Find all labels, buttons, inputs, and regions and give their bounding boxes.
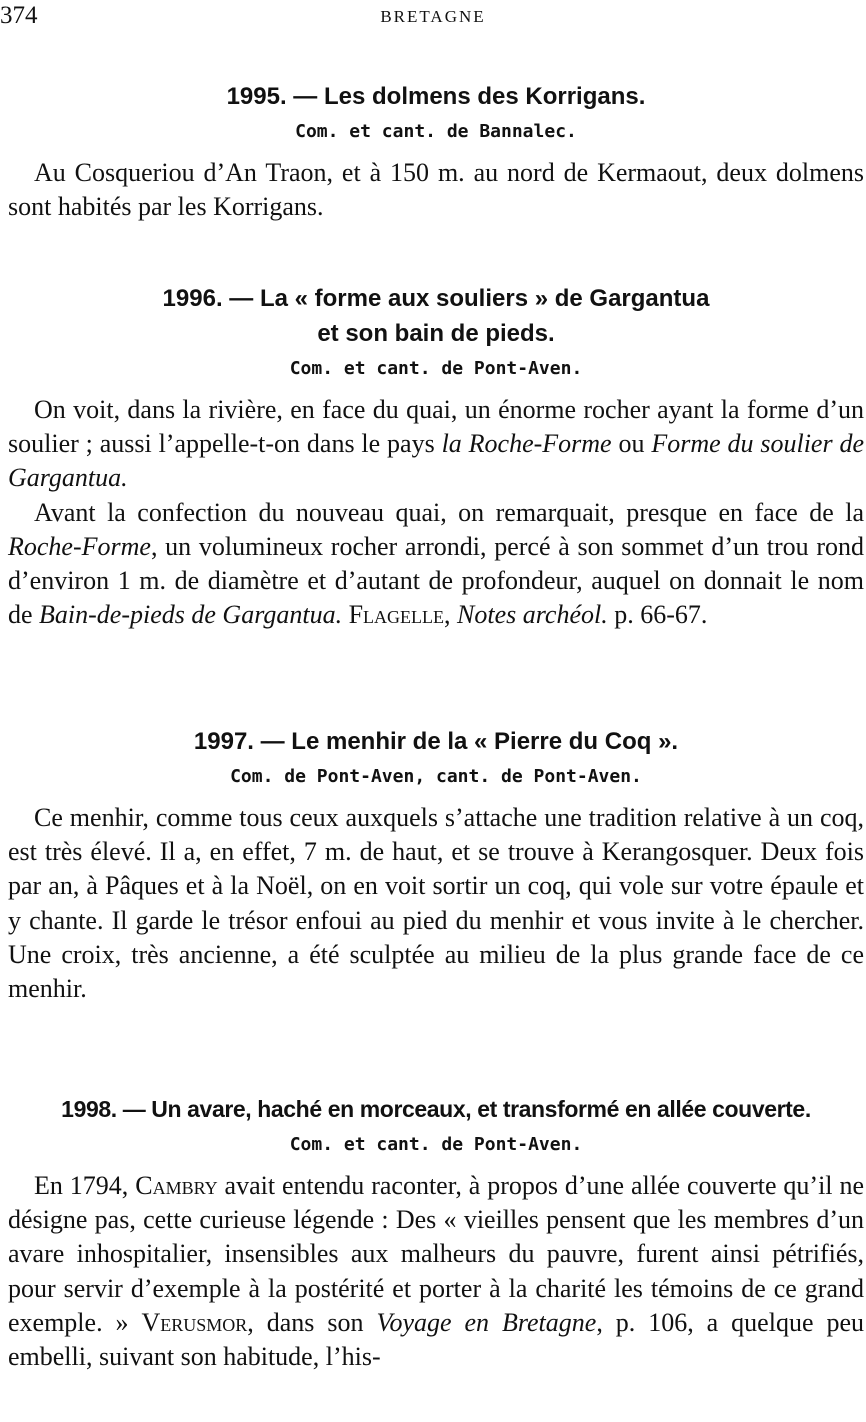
entry-heading: 1997. — Le menhir de la « Pierre du Coq ». [193, 728, 679, 755]
entry-heading: 1998. — Un avare, haché en morceaux, et transformé en allée couverte. [61, 1096, 811, 1122]
text-run: p. 66-67. [607, 600, 708, 630]
text-run: , p. 106, a quelque peu embelli, suivant son habitude, l’his- [8, 1307, 864, 1372]
text-run: , un volumineux rocher arrondi, percé à son sommet d’un trou rond d’environ 1 m. de diamètre et d’autant de profondeur, auquel on donnait le nom de [8, 531, 864, 630]
author-name: Flagelle [348, 600, 445, 630]
entry-1998 [8, 1092, 864, 1374]
text-run: avait entendu raconter, à propos d’une allée couverte qu’il ne désigne pas, cette curieuse légende : Des « vieilles pensent que les membres d’un avare inhospitalier, insensibles aux malheurs du pauvre, furent ainsi pétrifiés, pour servir d’exemple à la postérité et porter à la charité les témoins de ce grand exemple. » [8, 1171, 864, 1337]
entry-paragraph: Au Cosqueriou d’An Traon, et à 150 m. au nord de Kermaout, deux dolmens sont habités par les Korrigans. [8, 158, 864, 222]
italic-name: Bain-de-pieds de Gargantua. [39, 600, 343, 630]
entry-heading-line-1: 1996. — La « forme aux souliers » de Gargantua [162, 285, 710, 312]
citation-title: Notes archéol. [457, 600, 608, 630]
page-number: 374 [0, 2, 38, 29]
entry-paragraph [8, 393, 864, 496]
running-header [0, 2, 866, 32]
entry-locality: Com. et cant. de Pont-Aven. [289, 358, 583, 379]
author-name: Cambry [135, 1171, 218, 1200]
text-run: On voit, dans la rivière, en face du quai, un énorme rocher ayant la forme d’un soulier ; aussi l’appelle-t-on dans le pays [8, 395, 864, 459]
text-run: En 1794, [34, 1171, 136, 1200]
entry-1997 [8, 724, 864, 1006]
entry-paragraph [8, 1169, 864, 1374]
entry-locality: Com. et cant. de Pont-Aven. [289, 1134, 583, 1155]
text-run: , [444, 600, 458, 630]
italic-name: Forme du soulier de Gargantua. [8, 429, 864, 493]
text-run: , dans son [247, 1307, 377, 1337]
author-name: Verusmor [141, 1307, 248, 1337]
italic-name: Roche-Forme [8, 531, 151, 561]
text-run: Avant la confection du nouveau quai, on remarquait, presque en face de la [34, 497, 864, 527]
text-run: ou [611, 429, 652, 459]
entry-locality: Com. et cant. de Bannalec. [295, 121, 577, 142]
entry-1995 [8, 79, 864, 224]
entry-heading: 1995. — Les dolmens des Korrigans. [226, 83, 646, 110]
entry-heading-line-2: et son bain de pieds. [317, 320, 555, 347]
entry-paragraph [8, 496, 864, 633]
citation-title: Voyage en Bretagne [376, 1307, 597, 1337]
italic-name: la Roche-Forme [441, 429, 612, 459]
entry-paragraph: Ce menhir, comme tous ceux auxquels s’attache une tradition relative à un coq, est très élevé. Il a, en effet, 7 m. de haut, et se trouve à Kerangosquer. Deux fois par an, à Pâques et à la Noël, on en voit sortir un coq, qui vole sur votre épaule et y chante. Il garde le trésor enfoui au pied du menhir et vous invite à le chercher. Une croix, très ancienne, a été sculptée au milieu de la plus grande face de ce menhir. [8, 803, 864, 1004]
running-title: BRETAGNE [380, 7, 486, 26]
entry-1996 [8, 281, 864, 632]
entry-locality: Com. de Pont-Aven, cant. de Pont-Aven. [230, 766, 642, 787]
